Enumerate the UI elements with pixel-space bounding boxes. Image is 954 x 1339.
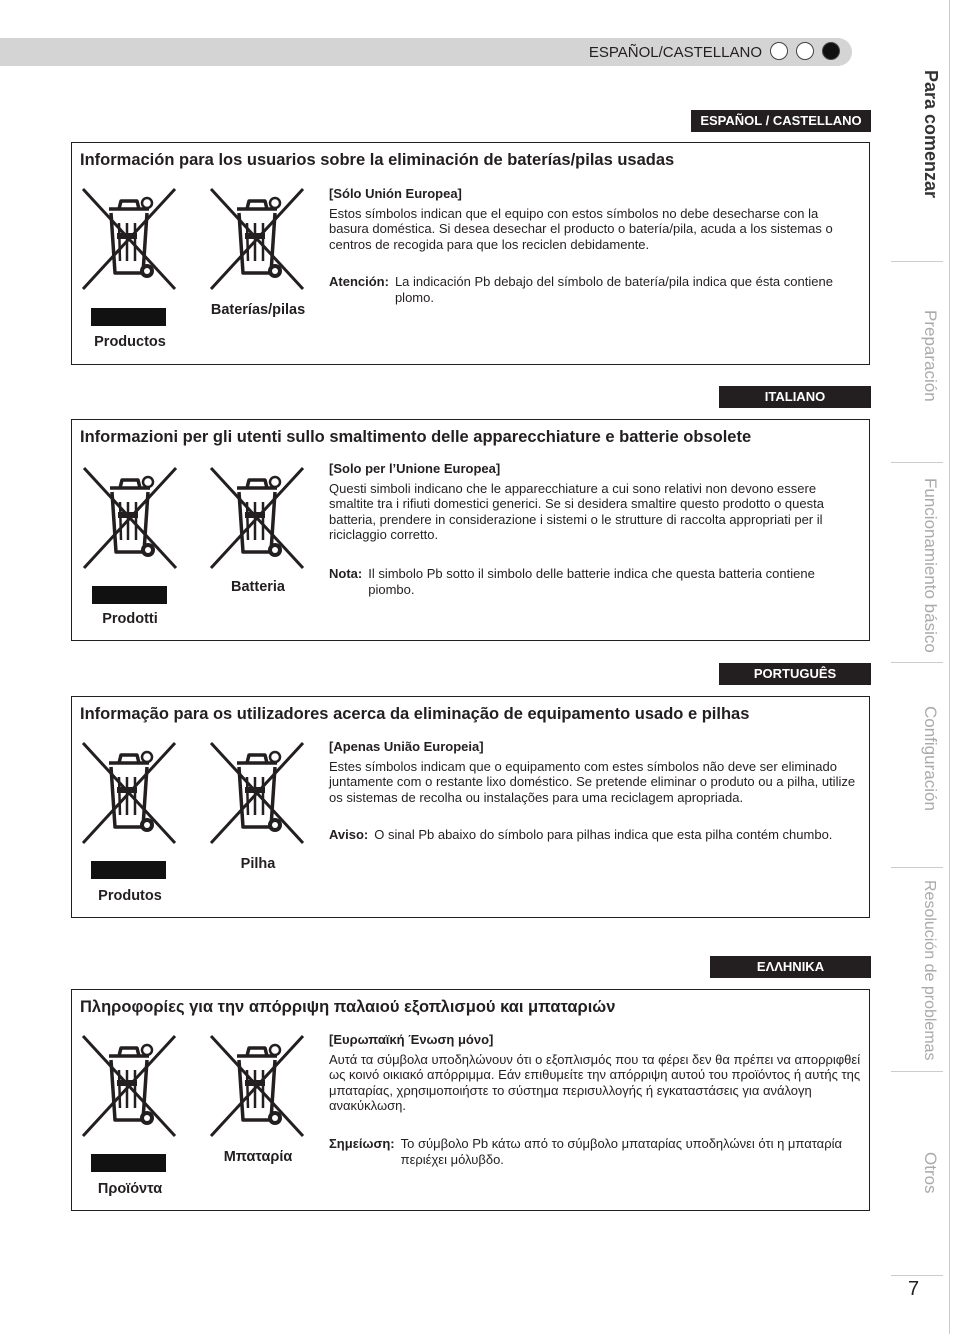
header-language: ESPAÑOL/CASTELLANO [588, 44, 762, 61]
chapter-sidebar [887, 0, 954, 1339]
note-text: Il simbolo Pb sotto il simbolo delle batterie indica che questa batteria contiene piombo. [368, 566, 815, 597]
tab-preparacion[interactable]: Preparación [887, 268, 949, 463]
section-title: Información para los usuarios sobre la eliminación de baterías/pilas usadas [80, 151, 675, 169]
section-es [71, 142, 870, 365]
crossed-bin-icon-products [81, 187, 177, 291]
section-title: Informazioni per gli utenti sullo smaltimento delle apparecchiature e batterie obsolete [80, 428, 752, 446]
header-bar [0, 38, 852, 66]
battery-caption: Μπαταρία [223, 1149, 293, 1165]
language-label-el: ΕΛΛΗΝΙΚΑ [710, 956, 871, 978]
indicator-dot-3 [822, 42, 840, 60]
indicator-dot-2 [796, 42, 814, 60]
product-black-bar [92, 586, 167, 604]
tab-otros[interactable]: Otros [887, 1076, 949, 1276]
crossed-bin-icon-battery [209, 466, 305, 570]
product-black-bar [91, 861, 166, 879]
battery-caption: Batteria [231, 579, 285, 595]
note-text: O sinal Pb abaixo do símbolo para pilhas indica que esta pilha contém chumbo. [374, 827, 833, 842]
note-label: Aviso: [329, 827, 369, 842]
note-label: Nota: [329, 566, 363, 581]
language-label-it: ITALIANO [719, 386, 871, 408]
region-heading: [Ευρωπαϊκή Ένωση μόνο] [329, 1032, 494, 1047]
region-heading: [Solo per l’Unione Europea] [329, 461, 501, 476]
product-black-bar [91, 308, 166, 326]
crossed-bin-icon-battery [209, 1034, 305, 1138]
products-caption: Προϊόντα [97, 1181, 163, 1197]
region-heading: [Apenas União Europeia] [329, 739, 484, 754]
tab-para-comenzar[interactable]: Para comenzar [887, 64, 949, 262]
language-label-es: ESPAÑOL / CASTELLANO [691, 110, 871, 132]
crossed-bin-icon-battery [209, 741, 305, 845]
battery-caption: Baterías/pilas [210, 302, 306, 318]
products-caption: Produtos [98, 888, 162, 904]
products-caption: Productos [94, 334, 166, 350]
section-it [71, 419, 870, 641]
crossed-bin-icon-products [82, 466, 178, 570]
note-label: Σημείωση: [329, 1136, 395, 1151]
language-label-pt: PORTUGUÊS [719, 663, 871, 685]
section-el [71, 989, 870, 1211]
tab-funcionamiento-basico[interactable]: Funcionamiento básico [887, 468, 949, 663]
note-text: La indicación Pb debajo del símbolo de batería/pila indica que ésta contiene plomo. [394, 274, 833, 305]
body-text: Estos símbolos indican que el equipo con estos símbolos no debe desecharse con la basura doméstica. Si desea desechar el producto o batería/pila, acuda a los sistemas o centros de recogida para que los reciclen debidamente. [329, 205, 833, 252]
note-text: Το σύμβολο Pb κάτω από το σύμβολο μπαταρίας υποδηλώνει ότι η μπαταρία περιέχει μόλυβδο. [400, 1136, 842, 1167]
battery-caption: Pilha [240, 856, 276, 872]
region-heading: [Sólo Unión Europea] [329, 186, 462, 201]
tab-resolucion-de-problemas[interactable]: Resolución de problemas [887, 872, 949, 1072]
crossed-bin-icon-products [81, 1034, 177, 1138]
product-black-bar [91, 1154, 166, 1172]
body-text: Questi simboli indicano che le apparecchiature a cui sono relativi non devono essere smaltite tra i rifiuti domestici generici. Se si desidera smaltire questo prodotto o questa batteria, prendere in considerazione i sistemi o le strutture di raccolta appropriati per il riciclaggio corretto. [329, 480, 824, 542]
tab-configuracion[interactable]: Configuración [887, 668, 949, 868]
products-caption: Prodotti [102, 611, 158, 627]
indicator-dot-1 [770, 42, 788, 60]
crossed-bin-icon-products [81, 741, 177, 845]
body-text: Αυτά τα σύμβολα υποδηλώνουν ότι ο εξοπλισμός που τα φέρει δεν θα πρέπει να απορριφθεί ως κοινό οικιακό απόρριμμα. Εάν επιθυμείτε την απόρριψη αυτού του προϊόντος ή αυτής της μπαταρίας, χρησιμοποιήστε το σύστημα περισυλλογής ή εγκαταστάσεις για ανάλογη ανακύκλωση. [329, 1051, 861, 1113]
section-title: Informação para os utilizadores acerca da eliminação de equipamento usado e pilhas [80, 705, 750, 723]
page-number: 7 [908, 1278, 920, 1300]
section-pt [71, 696, 870, 918]
crossed-bin-icon-battery [209, 187, 305, 291]
section-title: Πληροφορίες για την απόρριψη παλαιού εξοπλισμού και μπαταριών [80, 998, 616, 1016]
note-label: Atención: [329, 274, 389, 289]
body-text: Estes símbolos indicam que o equipamento com estes símbolos não deve ser eliminado juntamente com o restante lixo doméstico. Se pretende eliminar o produto ou a pilha, utilize os sistemas de recolha ou instalações para uma reciclagem apropriada. [329, 758, 856, 805]
